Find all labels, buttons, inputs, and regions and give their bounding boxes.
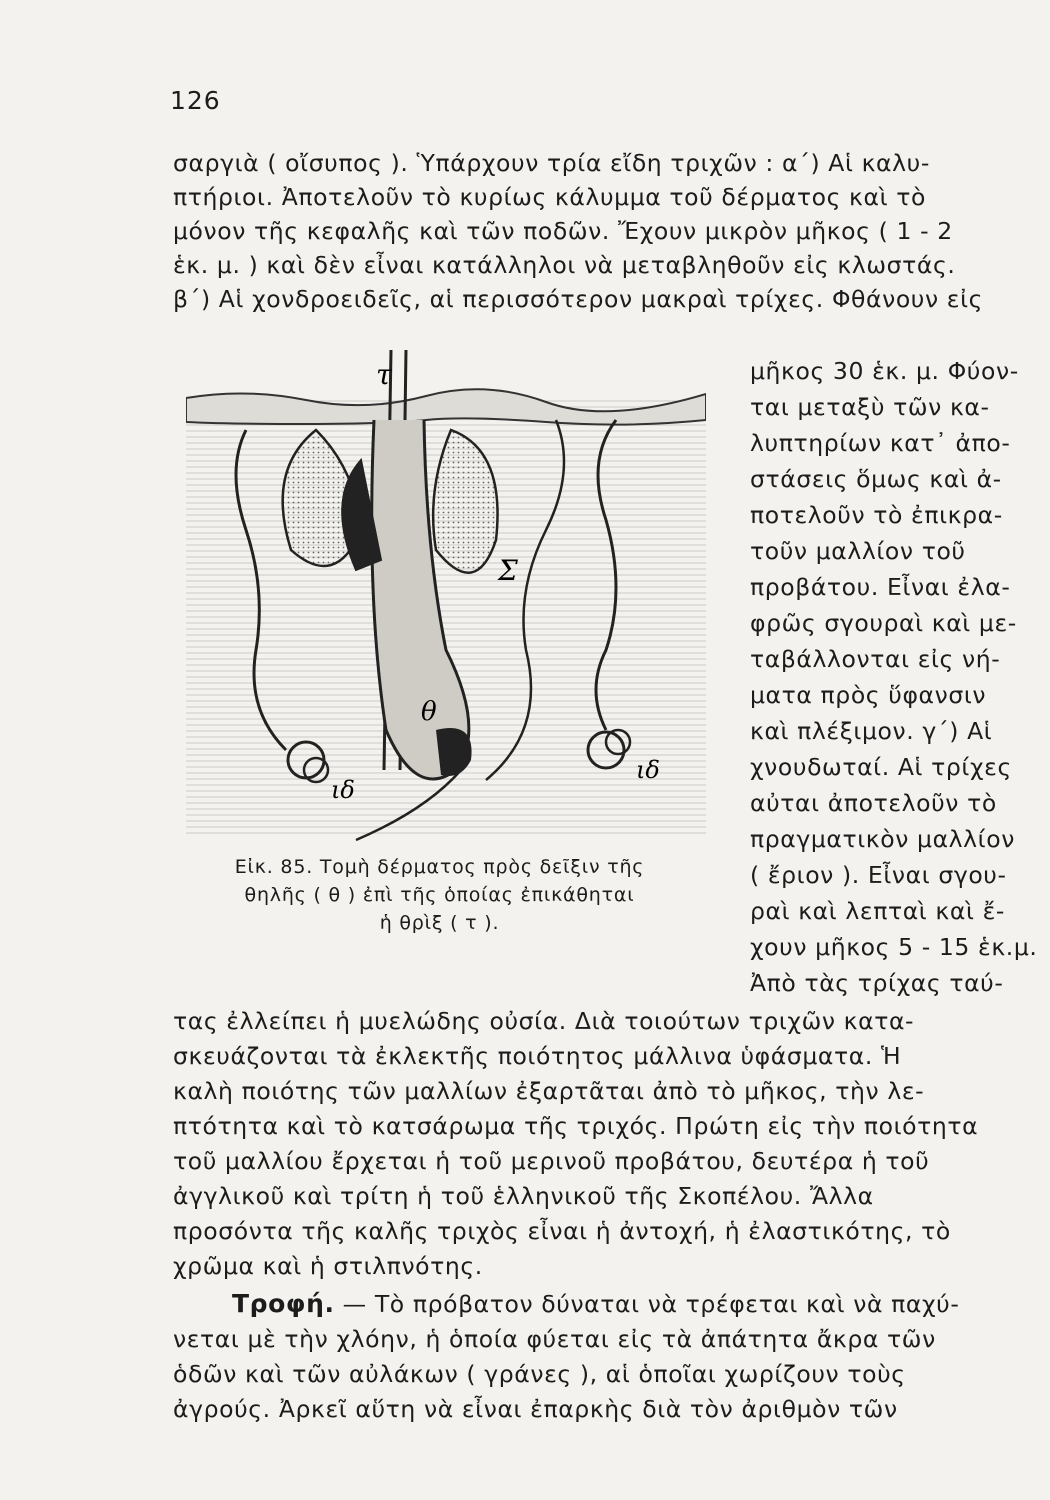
text-line: ται μεταξὺ τῶν κα- <box>750 393 990 421</box>
text-line: ὁδῶν καὶ τῶν αὐλάκων ( γράνες ), αἱ ὁποῖαι χωρίζουν τοὺς <box>173 1360 906 1388</box>
label-hair: τ <box>376 358 392 391</box>
text-line: β΄) Αἱ χονδροειδεῖς, αἱ περισσότερον μακραὶ τρίχες. Φθάνουν εἰς <box>173 285 984 313</box>
text-line: τοῦ μαλλίου ἔρχεται ἡ τοῦ μερινοῦ προβάτου, δευτέρα ἡ τοῦ <box>173 1147 930 1175</box>
skin-section-illustration <box>186 350 706 850</box>
text-line: ραὶ καὶ λεπταὶ καὶ ἔ- <box>750 897 1005 925</box>
text-line: αὐται ἀποτελοῦν τὸ <box>750 789 997 817</box>
figure-caption-line: ἡ θρὶξ ( τ ). <box>379 912 500 934</box>
text-line: πτότητα καὶ τὸ κατσάρωμα τῆς τριχός. Πρώτη εἰς τὴν ποιότητα <box>173 1112 979 1140</box>
figure-caption-line: θηλῆς ( θ ) ἐπὶ τῆς ὁποίας ἐπικάθηται <box>244 884 635 906</box>
text-line-content: σαργιὰ ( οἴσυπος ). Ὑπάρχουν τρία εἴδη τριχῶν : α΄) Αἱ καλυ- <box>173 149 930 177</box>
text-line: χρῶμα καὶ ἡ στιλπνότης. <box>173 1252 483 1280</box>
text-line <box>232 1289 959 1319</box>
text-line: τας ἐλλείπει ἡ μυελώδης οὐσία. Διὰ τοιούτων τριχῶν κατα- <box>173 1007 915 1035</box>
text-line: ματα πρὸς ὕφανσιν <box>750 681 987 709</box>
text-line: ( ἔριον ). Εἶναι σγου- <box>750 861 1007 889</box>
text-line: ἀγγλικοῦ καὶ τρίτη ἡ τοῦ ἑλληνικοῦ τῆς Σκοπέλου. Ἄλλα <box>173 1182 874 1210</box>
text-line: σκευάζονται τὰ ἐκλεκτῆς ποιότητος μάλλινα ὑφάσματα. Ἡ <box>173 1042 902 1070</box>
text-line: καλὴ ποιότης τῶν μαλλίων ἐξαρτᾶται ἀπὸ τὸ μῆκος, τὴν λε- <box>173 1077 925 1105</box>
section-heading-trofi: Τροφή. <box>232 1289 335 1318</box>
text-line: ποτελοῦν τὸ ἐπικρα- <box>750 501 1003 529</box>
text-line: Ἀπὸ τὰς τρίχας ταύ- <box>750 969 1004 997</box>
text-line: προσόντα τῆς καλῆς τριχὸς εἶναι ἡ ἀντοχή, ἡ ἐλαστικότης, τὸ <box>173 1217 951 1245</box>
text-line: πτήριοι. Ἀποτελοῦν τὸ κυρίως κάλυμμα τοῦ δέρματος καὶ τὸ <box>173 183 926 211</box>
figure-caption-line: Εἰκ. 85. Τομὴ δέρματος πρὸς δεῖξιν τῆς <box>234 856 645 878</box>
text-line: νεται μὲ τὴν χλόην, ἡ ὁποία φύεται εἰς τὰ ἀπάτητα ἄκρα τῶν <box>173 1325 936 1353</box>
text-line: προβάτου. Εἶναι ἐλα- <box>750 573 1011 601</box>
text-line: ἑκ. μ. ) καὶ δὲν εἶναι κατάλληλοι νὰ μεταβληθοῦν εἰς κλωστάς. <box>173 251 956 279</box>
page-number: 126 <box>170 86 221 115</box>
text-line: ἀγρούς. Ἀρκεῖ αὕτη νὰ εἶναι ἐπαρκὴς διὰ τὸν ἀριθμὸν τῶν <box>173 1395 898 1423</box>
label-sweat-right: ιδ <box>636 756 660 784</box>
text-line: ταβάλλονται εἰς νή- <box>750 645 1001 673</box>
text-line: καὶ πλέξιμον. γ΄) Αἱ <box>750 717 993 745</box>
text-line: λυπτηρίων κατ᾽ ἀπο- <box>750 429 1011 457</box>
text-line: χουν μῆκος 5 - 15 ἑκ.μ. <box>750 933 1038 961</box>
text-line: μόνον τῆς κεφαλῆς καὶ τῶν ποδῶν. Ἔχουν μικρὸν μῆκος ( 1 - 2 <box>173 217 953 245</box>
text-line <box>173 148 930 178</box>
text-line: πραγματικὸν μαλλίον <box>750 825 1015 853</box>
text-line: χνουδωταί. Αἱ τρίχες <box>750 753 1012 781</box>
text-line-content: — Τὸ πρόβατον δύναται νὰ τρέφεται καὶ νὰ παχύ- <box>342 1290 960 1318</box>
label-gland: Σ <box>498 554 518 587</box>
text-line: τοῦν μαλλίον τοῦ <box>750 537 966 565</box>
skin-section-figure <box>186 350 706 850</box>
text-line: στάσεις ὅμως καὶ ἀ- <box>750 465 1002 493</box>
label-sweat-left: ιδ <box>331 776 355 804</box>
label-papilla: θ <box>421 697 437 727</box>
text-line: φρῶς σγουραὶ καὶ με- <box>750 609 1017 637</box>
text-line: μῆκος 30 ἑκ. μ. Φύον- <box>750 357 1019 385</box>
